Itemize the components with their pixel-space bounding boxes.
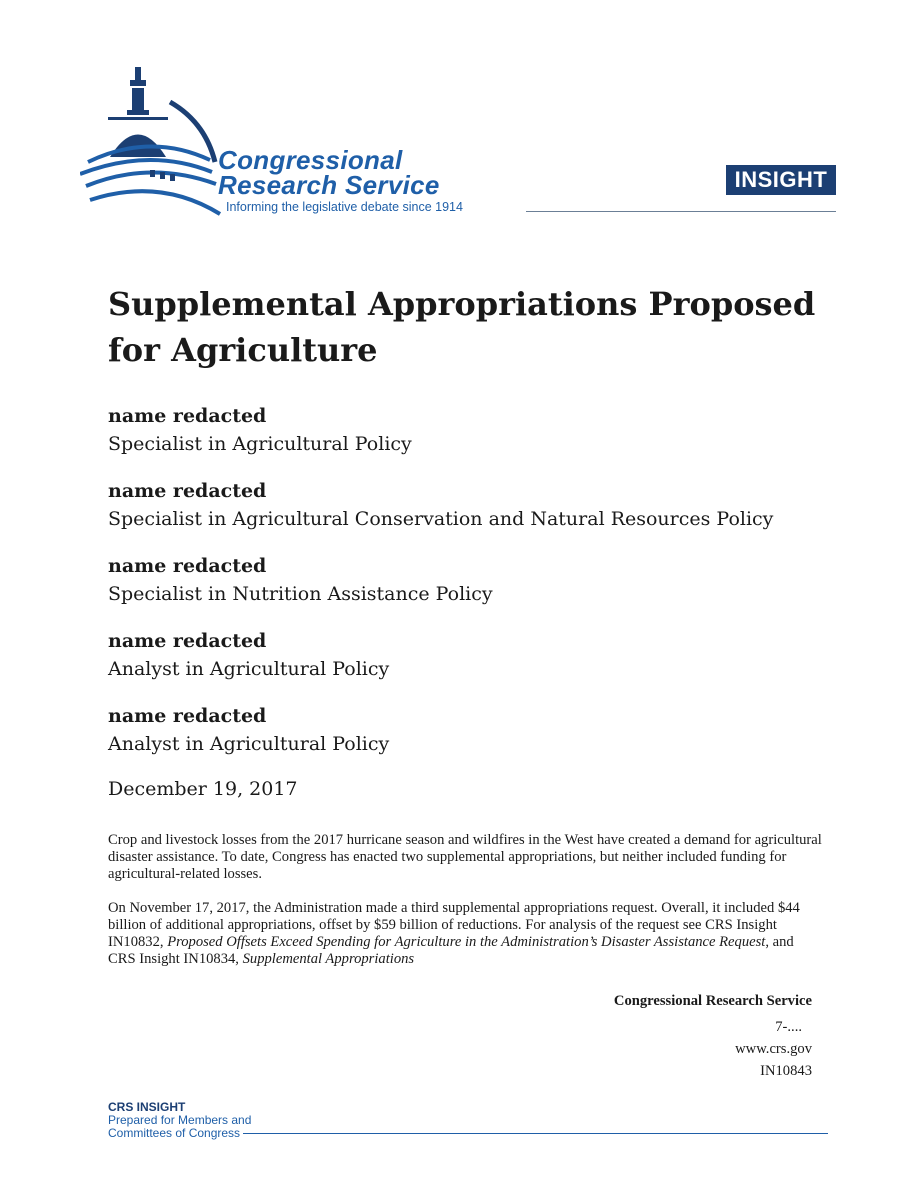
author-block	[108, 627, 868, 683]
page-title: Supplemental Appropriations Proposed for Agriculture	[108, 285, 816, 369]
body-paragraph-1: Crop and livestock losses from the 2017 hurricane season and wildfires in the West have created a demand for agricultural disaster assistance. To date, Congress has enacted two supplemental appropriations, but neither included funding for agricultural-related losses.	[108, 832, 822, 882]
author-role: Analyst in Agricultural Policy	[108, 658, 390, 680]
logo-tagline: Informing the legislative debate since 1914	[226, 200, 463, 214]
footer-number: 7-....	[775, 1019, 802, 1035]
p2-text-b: , and CRS Insight IN10834,	[108, 934, 794, 967]
author-role: Specialist in Agricultural Policy	[108, 433, 412, 455]
bottom-crs-insight: CRS INSIGHT	[108, 1100, 186, 1114]
author-block	[108, 552, 868, 608]
bottom-committees: Committees of Congress	[108, 1126, 241, 1140]
bottom-prepared: Prepared for Members and	[108, 1113, 252, 1127]
footer-org: Congressional Research Service	[613, 993, 812, 1009]
author-role: Analyst in Agricultural Policy	[108, 733, 390, 755]
author-name: name redacted	[108, 705, 267, 727]
bottom-rule	[243, 1133, 828, 1134]
author-role: Specialist in Agricultural Conservation and Natural Resources Policy	[108, 508, 774, 530]
body-paragraph-2	[108, 900, 823, 968]
p2-title-1[interactable]: Proposed Offsets Exceed Spending for Agriculture in the Administration’s Disaster Assistance Request	[167, 934, 766, 950]
author-name: name redacted	[108, 405, 267, 427]
p2-text-a: On November 17, 2017, the Administration made a third supplemental appropriations request. Overall, it included $44 billion of additional appropriations, offset by $59 billion of reductions. For analysis of the request see CRS Insight IN10832,	[108, 900, 800, 950]
author-name: name redacted	[108, 630, 267, 652]
footer-url-link[interactable]: www.crs.gov	[735, 1041, 812, 1057]
tagline-rule	[526, 211, 836, 212]
author-name: name redacted	[108, 480, 267, 502]
author-role: Specialist in Nutrition Assistance Policy	[108, 583, 493, 605]
author-block	[108, 702, 868, 758]
logo-research-service: Research Service	[218, 170, 440, 200]
p2-title-2[interactable]: Supplemental Appropriations	[242, 951, 415, 967]
author-name: name redacted	[108, 555, 267, 577]
publication-date: December 19, 2017	[108, 778, 298, 800]
footer-report-id: IN10843	[760, 1063, 812, 1079]
author-block	[108, 402, 868, 458]
author-block	[108, 477, 868, 533]
logo-congressional: Congressional	[218, 145, 403, 175]
insight-badge: INSIGHT	[726, 165, 836, 195]
